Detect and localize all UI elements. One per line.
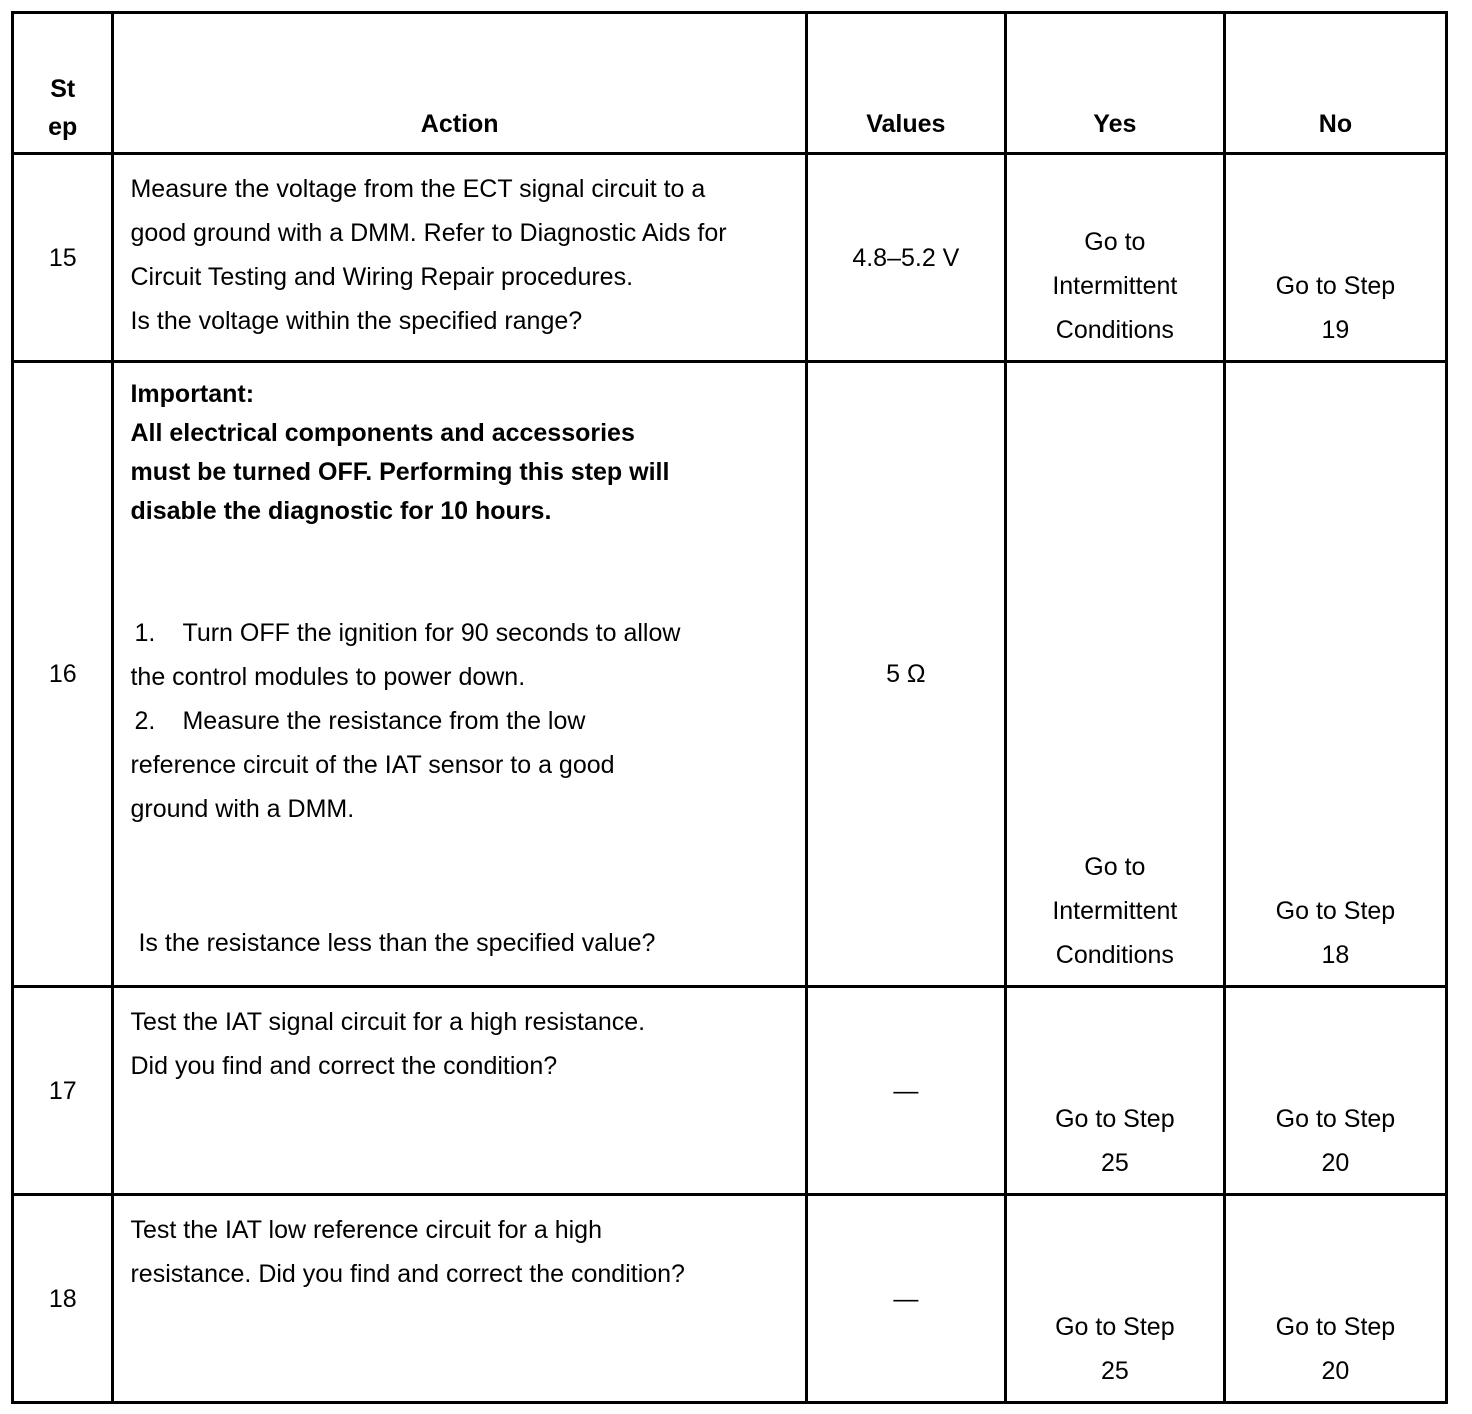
no-cell: Go to Step 18: [1224, 362, 1446, 987]
action-line: Circuit Testing and Wiring Repair procedures.: [130, 263, 634, 291]
important-note: must be turned OFF. Performing this step will: [130, 458, 670, 486]
yes-cell: Go to Step 25: [1005, 1195, 1224, 1403]
diagnostic-table: [11, 11, 1448, 1404]
action-line: Measure the voltage from the ECT signal circuit to a: [130, 175, 706, 203]
step-number: 15: [13, 154, 113, 362]
list-item: 1. Turn OFF the ignition for 90 seconds to allow: [134, 619, 681, 647]
list-item: 2. Measure the resistance from the low: [134, 707, 586, 735]
value-cell: —: [806, 987, 1005, 1195]
question: Is the resistance less than the specified value?: [138, 929, 656, 957]
action-line: Test the IAT low reference circuit for a high: [130, 1216, 602, 1244]
value-cell: 5 Ω: [806, 362, 1005, 987]
important-note: disable the diagnostic for 10 hours.: [130, 497, 552, 525]
step-number: 16: [13, 362, 113, 987]
action-line: Is the voltage within the specified range?: [130, 307, 583, 335]
table-row: [13, 154, 1447, 362]
action-cell: [113, 1195, 806, 1403]
no-cell: Go to Step 20: [1224, 987, 1446, 1195]
important-note: All electrical components and accessories: [130, 419, 635, 447]
header-action: Action: [113, 13, 806, 154]
yes-cell: Go to Intermittent Conditions: [1005, 362, 1224, 987]
header-yes: Yes: [1005, 13, 1224, 154]
no-cell: Go to Step 20: [1224, 1195, 1446, 1403]
table-row: [13, 987, 1447, 1195]
header-row: [13, 13, 1447, 154]
action-line: resistance. Did you find and correct the condition?: [130, 1260, 685, 1288]
yes-cell: Go to Intermittent Conditions: [1005, 154, 1224, 362]
list-item-continued: ground with a DMM.: [130, 795, 355, 823]
header-step: St ep: [13, 13, 113, 154]
table-row: [13, 362, 1447, 987]
important-note: Important:: [130, 380, 255, 408]
action-cell: [113, 987, 806, 1195]
action-line: good ground with a DMM. Refer to Diagnostic Aids for: [130, 219, 727, 247]
no-cell: Go to Step 19: [1224, 154, 1446, 362]
action-line: Test the IAT signal circuit for a high resistance.: [130, 1008, 646, 1036]
step-number: 18: [13, 1195, 113, 1403]
header-no: No: [1224, 13, 1446, 154]
step-number: 17: [13, 987, 113, 1195]
list-item-continued: the control modules to power down.: [130, 663, 526, 691]
action-line: Did you find and correct the condition?: [130, 1052, 558, 1080]
value-cell: —: [806, 1195, 1005, 1403]
header-values: Values: [806, 13, 1005, 154]
action-cell: [113, 362, 806, 987]
list-item-continued: reference circuit of the IAT sensor to a good: [130, 751, 615, 779]
yes-cell: Go to Step 25: [1005, 987, 1224, 1195]
value-cell: 4.8–5.2 V: [806, 154, 1005, 362]
action-cell: [113, 154, 806, 362]
table-row: [13, 1195, 1447, 1403]
